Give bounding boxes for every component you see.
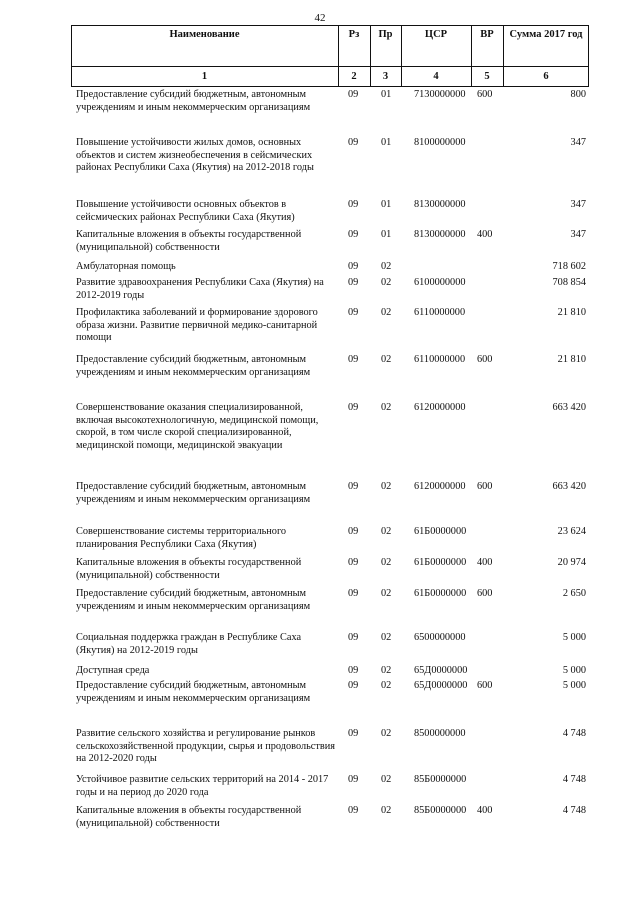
cell-csr: 6110000000 [414,354,466,365]
cell-csr: 65Д0000000 [414,665,468,676]
cell-sum: 800 [570,89,586,100]
cell-csr: 8500000000 [414,728,466,739]
cell-csr: 6100000000 [414,277,466,288]
cell-name: Капитальные вложения в объекты государственной (муниципальной) собственности [76,805,302,829]
cell-name: Амбулаторная помощь [76,261,176,272]
header-sum: Сумма 2017 год [509,29,583,40]
cell-rz: 09 [348,199,359,210]
cell-sum: 2 650 [562,588,586,599]
cell-pr: 02 [381,277,392,288]
cell-pr: 01 [381,199,392,210]
cell-sum: 5 000 [562,632,586,643]
cell-pr: 02 [381,665,392,676]
cell-name: Развитие сельского хозяйства и регулирование рынков сельскохозяйственной продукции, сырья и продовольствия на 2012-2020 годы [76,728,335,764]
cell-sum: 4 748 [562,805,586,816]
cell-rz: 09 [348,728,359,739]
cell-rz: 09 [348,229,359,240]
cell-vr: 600 [477,89,493,100]
cell-name: Социальная поддержка граждан в Республике Саха (Якутия) на 2012-2019 годы [76,632,302,656]
cell-vr: 600 [477,588,493,599]
cell-rz: 09 [348,805,359,816]
cell-csr: 85Б0000000 [414,805,467,816]
cell-rz: 09 [348,137,359,148]
cell-rz: 09 [348,680,359,691]
cell-rz: 09 [348,774,359,785]
cell-sum: 4 748 [562,774,586,785]
cell-name: Профилактика заболеваний и формирование здорового образа жизни. Развитие первичной медико-санитарной помощи [76,307,318,343]
cell-csr: 6120000000 [414,402,466,413]
column-number: 1 [201,71,208,82]
cell-pr: 02 [381,481,392,492]
column-number: 4 [433,71,439,82]
cell-pr: 02 [381,354,392,365]
cell-rz: 09 [348,632,359,643]
cell-rz: 09 [348,354,359,365]
cell-pr: 02 [381,632,392,643]
cell-sum: 663 420 [552,481,586,492]
cell-pr: 01 [381,229,392,240]
cell-rz: 09 [348,526,359,537]
header-vr: ВР [480,29,494,40]
cell-name: Совершенствование системы территориального планирования Республики Саха (Якутия) [76,526,287,550]
cell-csr: 65Д0000000 [414,680,468,691]
cell-name: Предоставление субсидий бюджетным, автономным учреждениям и иным некоммерческим организациям [76,680,311,704]
cell-pr: 02 [381,728,392,739]
cell-pr: 02 [381,526,392,537]
column-number: 5 [484,71,490,82]
cell-name: Капитальные вложения в объекты государственной (муниципальной) собственности [76,557,302,581]
cell-vr: 400 [477,229,493,240]
cell-vr: 600 [477,481,493,492]
cell-vr: 400 [477,805,493,816]
cell-csr: 85Б0000000 [414,774,467,785]
cell-rz: 09 [348,665,359,676]
cell-vr: 600 [477,680,493,691]
cell-name: Совершенствование оказания специализированной, включая высокотехнологичную, медицинской помощи, скорой, в том числе скорой специализированной, медицинской помощи, медицинской эвакуации [76,402,319,451]
cell-csr: 8130000000 [414,199,466,210]
page-number: 42 [314,12,326,24]
cell-csr: 8130000000 [414,229,466,240]
cell-name: Устойчивое развитие сельских территорий на 2014 - 2017 годы и на период до 2020 года [76,774,329,798]
table-header [71,25,589,87]
cell-name: Предоставление субсидий бюджетным, автономным учреждениям и иным некоммерческим организациям [76,89,311,113]
cell-pr: 02 [381,680,392,691]
cell-sum: 4 748 [562,728,586,739]
cell-pr: 02 [381,402,392,413]
cell-name: Развитие здравоохранения Республики Саха (Якутия) на 2012-2019 годы [76,277,324,301]
cell-csr: 6120000000 [414,481,466,492]
cell-csr: 61Б0000000 [414,588,467,599]
header-name: Наименование [169,29,240,40]
cell-pr: 02 [381,588,392,599]
cell-pr: 02 [381,307,392,318]
header-csr: ЦСР [424,29,448,40]
cell-rz: 09 [348,481,359,492]
cell-csr: 6500000000 [414,632,466,643]
cell-sum: 708 854 [552,277,586,288]
cell-name: Капитальные вложения в объекты государственной (муниципальной) собственности [76,229,302,253]
cell-rz: 09 [348,261,359,272]
cell-vr: 400 [477,557,493,568]
cell-rz: 09 [348,89,359,100]
cell-sum: 5 000 [562,665,586,676]
cell-pr: 02 [381,261,392,272]
cell-sum: 347 [570,137,586,148]
cell-csr: 61Б0000000 [414,526,467,537]
cell-sum: 23 624 [557,526,586,537]
cell-csr: 8100000000 [414,137,466,148]
cell-name: Предоставление субсидий бюджетным, автономным учреждениям и иным некоммерческим организациям [76,588,311,612]
cell-sum: 5 000 [562,680,586,691]
cell-name: Повышение устойчивости жилых домов, основных объектов и систем жизнеобеспечения в сейсмических районах Республики Саха (Якутия) на 2012-2018 годы [76,137,314,173]
header-rz: Рз [348,29,360,40]
cell-name: Предоставление субсидий бюджетным, автономным учреждениям и иным некоммерческим организациям [76,354,311,378]
cell-sum: 347 [570,229,586,240]
cell-pr: 02 [381,774,392,785]
cell-csr: 6110000000 [414,307,466,318]
cell-rz: 09 [348,588,359,599]
cell-name: Предоставление субсидий бюджетным, автономным учреждениям и иным некоммерческим организациям [76,481,311,505]
header-pr: Пр [378,29,393,40]
cell-pr: 01 [381,137,392,148]
column-number: 6 [543,71,549,82]
cell-pr: 02 [381,557,392,568]
cell-name: Повышение устойчивости основных объектов в сейсмических районах Республики Саха (Якутия) [76,199,295,223]
cell-sum: 21 810 [557,354,586,365]
cell-vr: 600 [477,354,493,365]
cell-sum: 347 [570,199,586,210]
cell-rz: 09 [348,277,359,288]
cell-rz: 09 [348,402,359,413]
cell-sum: 718 602 [552,261,586,272]
cell-csr: 61Б0000000 [414,557,467,568]
cell-pr: 02 [381,805,392,816]
cell-name: Доступная среда [76,665,150,676]
cell-sum: 663 420 [552,402,586,413]
cell-pr: 01 [381,89,392,100]
cell-sum: 20 974 [557,557,586,568]
cell-rz: 09 [348,307,359,318]
column-number: 3 [382,71,389,82]
cell-rz: 09 [348,557,359,568]
column-number: 2 [351,71,357,82]
cell-csr: 7130000000 [414,89,466,100]
cell-sum: 21 810 [557,307,586,318]
